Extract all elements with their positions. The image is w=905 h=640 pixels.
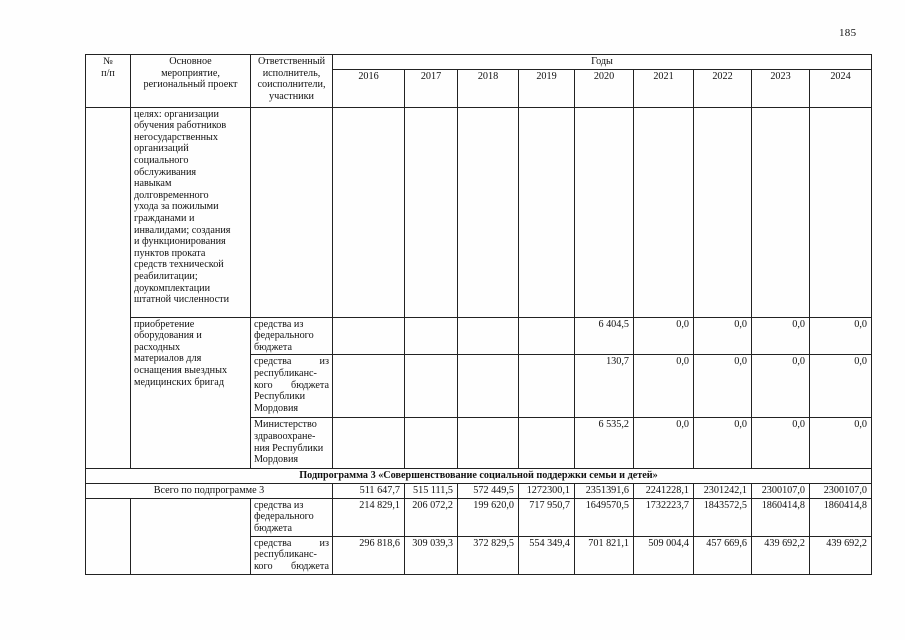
value-cell (333, 355, 405, 418)
total-value: 515 111,5 (405, 483, 458, 498)
value-cell (458, 355, 519, 418)
value-cell: 717 950,7 (519, 498, 575, 536)
value-cell (519, 418, 575, 469)
header-year: 2016 (333, 69, 405, 107)
value-cell: 309 039,3 (405, 536, 458, 574)
value-cell: 509 004,4 (634, 536, 694, 574)
responsible-cell: средства из федерального бюджета (251, 317, 333, 355)
header-year: 2022 (694, 69, 752, 107)
header-year: 2023 (752, 69, 810, 107)
value-cell: 214 829,1 (333, 498, 405, 536)
total-value: 2241228,1 (634, 483, 694, 498)
total-value: 2351391,6 (575, 483, 634, 498)
value-cell (405, 355, 458, 418)
header-year: 2021 (634, 69, 694, 107)
value-cell (405, 107, 458, 317)
budget-table (85, 54, 872, 575)
value-cell (752, 107, 810, 317)
value-cell: 0,0 (694, 317, 752, 355)
value-cell: 206 072,2 (405, 498, 458, 536)
value-cell (519, 107, 575, 317)
value-cell (519, 355, 575, 418)
responsible-cell: средства из федерального бюджета (251, 498, 333, 536)
total-value: 2300107,0 (810, 483, 872, 498)
value-cell: 1843572,5 (694, 498, 752, 536)
table-row (86, 498, 872, 536)
value-cell: 0,0 (694, 355, 752, 418)
value-cell: 0,0 (752, 355, 810, 418)
value-cell: 199 620,0 (458, 498, 519, 536)
value-cell (634, 107, 694, 317)
responsible-cell: средства из республиканс- кого бюджета (251, 536, 333, 574)
value-cell (405, 317, 458, 355)
value-cell: 0,0 (810, 355, 872, 418)
value-cell (810, 107, 872, 317)
value-cell (575, 107, 634, 317)
page-number: 185 (839, 27, 857, 39)
subprogram-title: Подпрограмма 3 «Совершенствование социальной поддержки семьи и детей» (86, 469, 872, 484)
value-cell (405, 418, 458, 469)
total-value: 1272300,1 (519, 483, 575, 498)
value-cell (333, 107, 405, 317)
header-years: Годы (333, 55, 872, 70)
value-cell: 6 535,2 (575, 418, 634, 469)
value-cell (519, 317, 575, 355)
value-cell: 372 829,5 (458, 536, 519, 574)
total-value: 2300107,0 (752, 483, 810, 498)
value-cell: 0,0 (752, 317, 810, 355)
value-cell: 439 692,2 (810, 536, 872, 574)
value-cell: 1732223,7 (634, 498, 694, 536)
value-cell: 6 404,5 (575, 317, 634, 355)
value-cell: 0,0 (810, 418, 872, 469)
header-event: Основное мероприятие, региональный проект (131, 55, 251, 108)
value-cell: 0,0 (694, 418, 752, 469)
row-number-cell (86, 107, 131, 469)
value-cell: 0,0 (634, 418, 694, 469)
event-description (131, 498, 251, 574)
table-row (86, 107, 872, 317)
event-description: целях: организации обучения работников негосударственных организаций социального обслуживания навыкам долговременного ухода за пожилыми гражданами и инвалидами; создания и функционирования пунктов проката средств технической реабилитации; доукомплектации штатной численности (131, 107, 251, 317)
value-cell: 439 692,2 (752, 536, 810, 574)
value-cell: 130,7 (575, 355, 634, 418)
value-cell: 457 669,6 (694, 536, 752, 574)
header-no: № п/п (86, 55, 131, 108)
value-cell (694, 107, 752, 317)
responsible-cell: средства из республиканс- кого бюджета Республики Мордовия (251, 355, 333, 418)
event-description: приобретение оборудования и расходных материалов для оснащения выездных медицинских бригад (131, 317, 251, 469)
value-cell: 1860414,8 (810, 498, 872, 536)
value-cell: 1649570,5 (575, 498, 634, 536)
value-cell: 554 349,4 (519, 536, 575, 574)
value-cell: 0,0 (752, 418, 810, 469)
total-value: 572 449,5 (458, 483, 519, 498)
value-cell: 0,0 (634, 355, 694, 418)
total-row (86, 483, 872, 498)
value-cell: 1860414,8 (752, 498, 810, 536)
value-cell: 701 821,1 (575, 536, 634, 574)
responsible-cell (251, 107, 333, 317)
value-cell (333, 317, 405, 355)
total-label: Всего по подпрограмме 3 (86, 483, 333, 498)
value-cell (458, 107, 519, 317)
value-cell (333, 418, 405, 469)
value-cell: 0,0 (634, 317, 694, 355)
value-cell (458, 317, 519, 355)
header-year: 2019 (519, 69, 575, 107)
header-year: 2024 (810, 69, 872, 107)
row-number-cell (86, 498, 131, 574)
total-value: 2301242,1 (694, 483, 752, 498)
value-cell (458, 418, 519, 469)
header-year: 2017 (405, 69, 458, 107)
header-responsible: Ответственный исполнитель, соисполнители, участники (251, 55, 333, 108)
header-year: 2020 (575, 69, 634, 107)
header-year: 2018 (458, 69, 519, 107)
table-row (86, 317, 872, 355)
subprogram-row (86, 469, 872, 484)
total-value: 511 647,7 (333, 483, 405, 498)
value-cell: 0,0 (810, 317, 872, 355)
value-cell: 296 818,6 (333, 536, 405, 574)
header-row (86, 55, 872, 70)
responsible-cell: Министерство здравоохране- ния Республики Мордовия (251, 418, 333, 469)
